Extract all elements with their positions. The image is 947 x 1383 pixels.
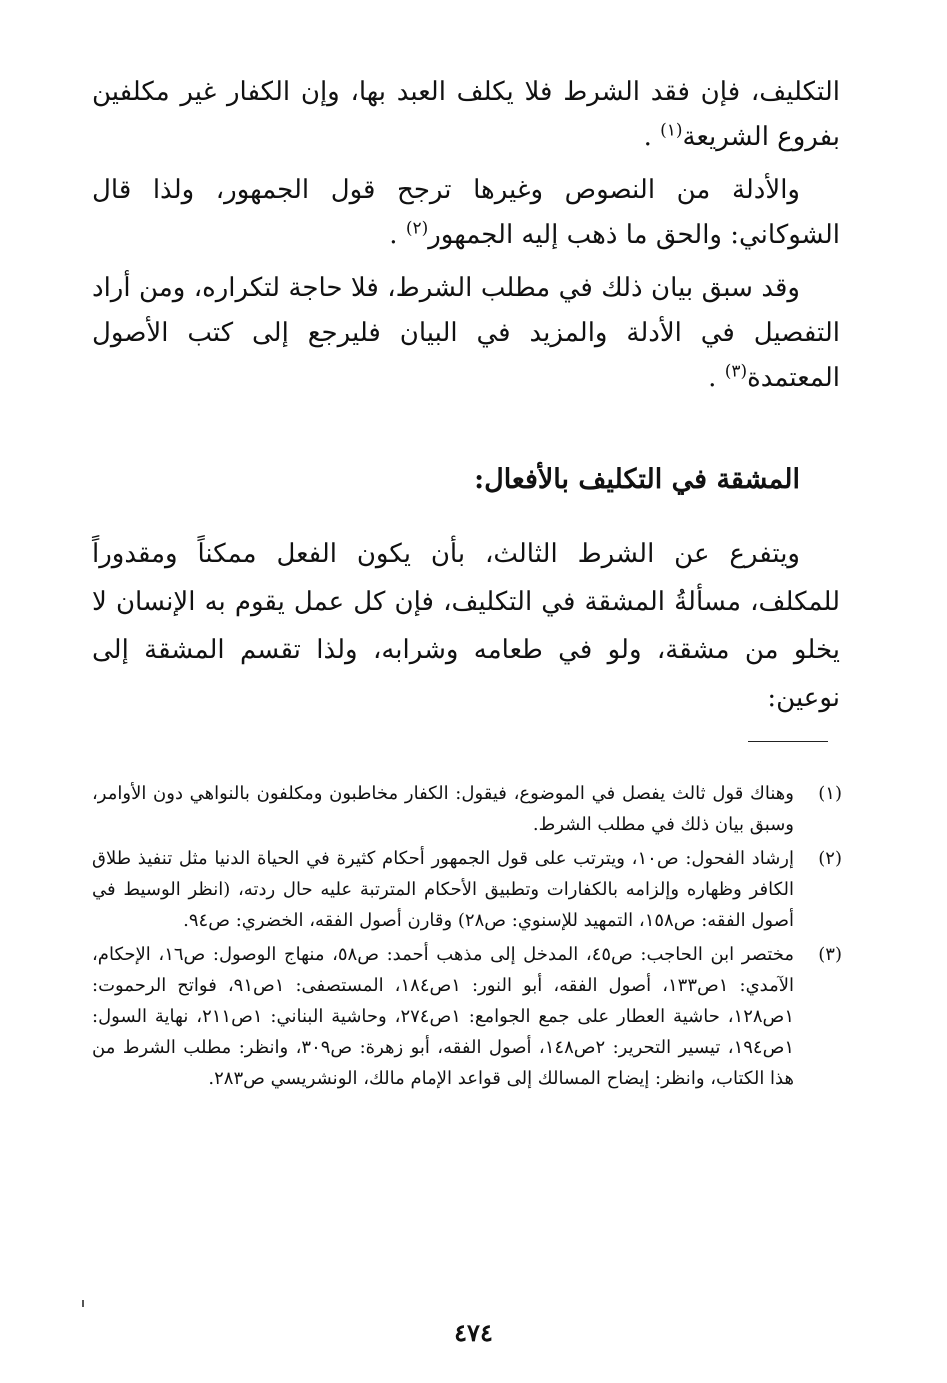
paragraph-2-end: . [389, 220, 398, 250]
section-heading: المشقة في التكليف بالأفعال: [474, 464, 800, 495]
footnote-3 [92, 939, 842, 1094]
footnote-number-2: (٢) [818, 848, 842, 869]
scan-speck [82, 1300, 84, 1307]
paragraph-1-text: التكليف، فإن فقد الشرط فلا يكلف العبد بها، وإن الكفار غير مكلفين بفروع الشريعة [92, 77, 840, 152]
footnote-separator [748, 741, 828, 742]
paragraph-2 [92, 168, 840, 258]
footnote-1 [92, 778, 842, 840]
footnote-text-1: وهناك قول ثالث يفصل في الموضوع، فيقول: الكفار مخاطبون ومكلفون بالنواهي دون الأوامر، وسبق بيان ذلك في مطلب الشرط. [92, 783, 794, 835]
footnote-ref-3[interactable]: (٣) [724, 361, 748, 382]
paragraph-3 [92, 266, 840, 401]
page-number: ٤٧٤ [454, 1318, 493, 1347]
body-text-section [92, 530, 840, 722]
footnote-text-3: مختصر ابن الحاجب: ص٤٥، المدخل إلى مذهب أحمد: ص٥٨، منهاج الوصول: ص١٦، الإحكام، الآمدي: ١ص١٣٣، أصول الفقه، أبو النور: ١ص١٨٤، المستصفى: ١ص٩١، فواتح الرحموت: ١ص١٢٨، حاشية العطار على جمع الجوامع: ١ص٢٧٤، وحاشية البناني: ١ص٢١١، نهاية السول: ١ص١٩٤، تيسير التحرير: ٢ص١٤٨، أصول الفقه، أبو زهرة: ص٣٠٩، وانظر: مطلب الشرط من هذا الكتاب، وانظر: إيضاح المسالك إلى قواعد الإمام مالك، الونشريسي ص٢٨٣. [92, 944, 795, 1089]
paragraph-1-end: . [643, 122, 652, 152]
footnote-text-2: إرشاد الفحول: ص١٠، ويترتب على قول الجمهور أحكام كثيرة في الحياة الدنيا مثل تنفيذ طلاق الكافر وظهاره وإلزامه بالكفارات وتطبيق الأحكام المترتبة عليه حال ردته، (انظر الوسيط في أصول الفقه: ص١٥٨، التمهيد للإسنوي: ص٢٨) وقارن أصول الفقه، الخضري: ص٩٤. [92, 848, 794, 931]
footnote-number-1: (١) [818, 783, 842, 804]
paragraph-1 [92, 70, 840, 160]
paragraph-3-text: وقد سبق بيان ذلك في مطلب الشرط، فلا حاجة لتكراره، ومن أراد التفصيل في الأدلة والمزيد في البيان فليرجع إلى كتب الأصول المعتمدة [92, 273, 840, 393]
footnote-ref-2[interactable]: (٢) [405, 218, 429, 239]
footnote-number-3: (٣) [818, 944, 842, 965]
paragraph-3-end: . [708, 363, 717, 393]
footnote-ref-1[interactable]: (١) [660, 120, 683, 141]
section-paragraph: ويتفرع عن الشرط الثالث، بأن يكون الفعل ممكناً ومقدوراً للمكلف، مسألةُ المشقة في التكليف، فإن كل عمل يقوم به الإنسان لا يخلو من مشقة، ولو في طعامه وشرابه، ولذا تقسم المشقة إلى نوعين: [92, 539, 840, 713]
footnote-2 [92, 843, 842, 936]
footnotes [92, 778, 842, 1097]
body-text-top [92, 70, 840, 401]
paragraph-2-text: والأدلة من النصوص وغيرها ترجح قول الجمهور، ولذا قال الشوكاني: والحق ما ذهب إليه الجمهور [92, 175, 840, 250]
